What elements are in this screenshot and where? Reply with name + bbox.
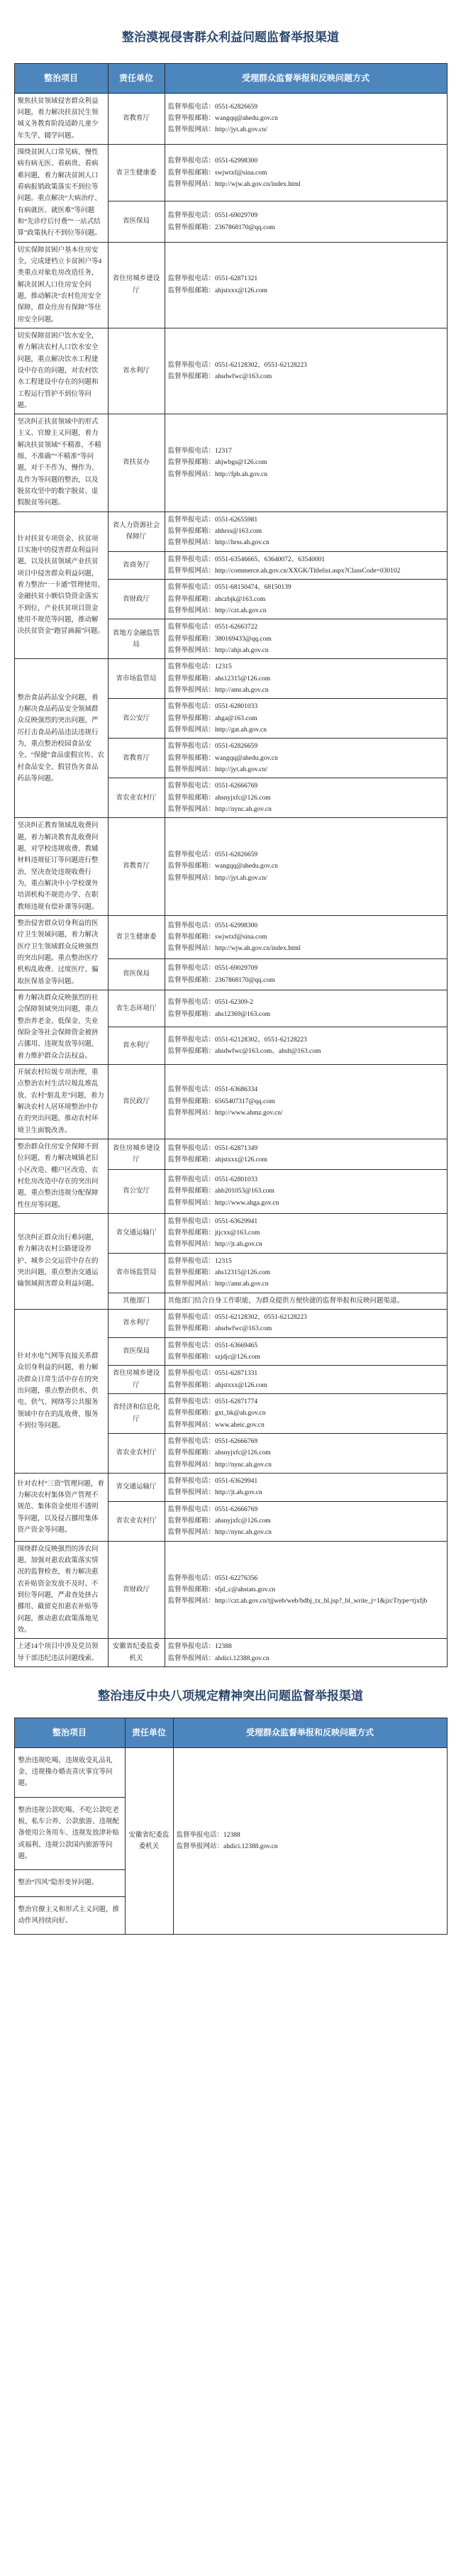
responsible-unit: 省卫生健康委 bbox=[108, 144, 165, 201]
channel-line: 监督举报电话：0551-62871331 bbox=[167, 1370, 258, 1378]
responsible-unit: 省水利厅 bbox=[108, 1027, 165, 1064]
channel-line: 监督举报电话：0551-62309-2 bbox=[167, 999, 253, 1007]
channel-line: 监督举报邮箱：szjdjc@126.com bbox=[167, 1354, 260, 1361]
channel-line: 监督举报邮箱：swjwtxf@sina.com bbox=[167, 169, 267, 177]
channel-line: 监督举报邮箱：6565407317@qq.com bbox=[167, 1098, 275, 1105]
rectification-item: 切实保障贫困户基本住房安全，完成建档立卡贫困户等4类重点对象危房改造任务，解决贫困人口住房安全问题，推动解决“农村危房安全保障，群众住房有保障”等住房安全问题。 bbox=[14, 242, 108, 328]
channel-line: 监督举报电话：0551-62666769 bbox=[167, 1505, 258, 1513]
table-frame-2 bbox=[13, 1718, 448, 1935]
channel-line: 监督举报邮箱：ahsnyjxfc@126.com bbox=[167, 794, 271, 802]
responsible-unit: 省农业农村厅 bbox=[108, 778, 165, 818]
channel-line: 监督举报邮箱：ahs12315@126.com bbox=[167, 675, 271, 682]
report-channels bbox=[165, 1170, 447, 1213]
channel-line: 监督举报网站：http://czt.ah.gov.cn/tjjweb/web/bdbj_tx_bl.jsp?_bl_write_j=1&jzcTtype=tjxfjb bbox=[167, 1598, 428, 1605]
responsible-unit: 省市场监管局 bbox=[108, 659, 165, 699]
channel-line: 监督举报网站：http://jyt.ah.gov.cn/ bbox=[167, 126, 268, 134]
channel-line: 监督举报电话：0551-62871349 bbox=[167, 1144, 258, 1152]
responsible-unit: 省农业农村厅 bbox=[108, 1434, 165, 1474]
channel-line: 其他部门结合自身工作职能，为群众提供方便快捷的监督举报和反映问题渠道。 bbox=[167, 1297, 404, 1305]
responsible-unit: 省生态环境厅 bbox=[108, 990, 165, 1027]
responsible-unit: 省公安厅 bbox=[108, 1170, 165, 1213]
report-channels bbox=[165, 1253, 447, 1293]
report-channels bbox=[165, 1474, 447, 1502]
responsible-unit: 省市场监管局 bbox=[108, 1253, 165, 1293]
rectification-item: 整治群众住房安全保障不到位问题，着力解决城镇老旧小区改造、棚户区改造、农村危房改造中存在的突出问题，重点整治违规分配保障性住房等问题。 bbox=[14, 1139, 108, 1213]
table-frame-1 bbox=[13, 63, 448, 1667]
responsible-unit: 省农业农村厅 bbox=[108, 1501, 165, 1541]
channel-line: 监督举报邮箱：ahjwbgs@126.com bbox=[167, 459, 267, 467]
channel-line: 监督举报电话：12315 bbox=[167, 663, 232, 671]
responsible-unit: 其他部门 bbox=[108, 1293, 165, 1309]
channel-line: 监督举报电话：0551-62655981 bbox=[167, 516, 258, 524]
channel-line: 监督举报网站：http://fpb.ah.gov.cn bbox=[167, 470, 268, 478]
channel-line: 监督举报网站：http://jyt.ah.gov.cn/ bbox=[167, 766, 268, 774]
table-header-row bbox=[14, 64, 447, 94]
rectification-item: 整治“四风”隐形变异问题。 bbox=[14, 1870, 125, 1896]
channel-line: 监督举报电话：0551-62801033 bbox=[167, 1176, 258, 1184]
channel-line: 监督举报邮箱：ahjstxxx@126.com bbox=[167, 1381, 267, 1389]
responsible-unit: 省医保局 bbox=[108, 201, 165, 242]
channel-line: 监督举报邮箱：ahhrss@163.com bbox=[167, 528, 262, 536]
channel-line: 监督举报邮箱：ahsdwfwc@163.com bbox=[167, 1325, 272, 1333]
channel-line: 监督举报网站：http://czt.ah.gov.cn bbox=[167, 607, 267, 615]
channel-line: 监督举报电话：12317 bbox=[167, 447, 232, 455]
rectification-item: 整治官僚主义和形式主义问题，推动作风持续向好。 bbox=[14, 1896, 125, 1935]
report-channels bbox=[165, 659, 447, 699]
channel-line: 监督举报网站：http://commerce.ah.gov.cn/XXGK/Titlelist.aspx?ClassCode=030102 bbox=[167, 568, 401, 575]
channel-line: 监督举报电话：0551-62826659 bbox=[167, 103, 258, 111]
channel-line: 监督举报邮箱：jtjcxx@163.com bbox=[167, 1229, 260, 1237]
responsible-unit: 省住房城乡建设厅 bbox=[108, 1366, 165, 1394]
rectification-item: 整治违规吃喝，违规收受礼品礼金、违规操办婚丧喜庆事宜等问题。 bbox=[14, 1747, 125, 1797]
channel-line: 监督举报邮箱：380169433@qq.com bbox=[167, 635, 272, 643]
report-channels bbox=[165, 242, 447, 328]
channel-line: 监督举报网站：http://amr.ah.gov.cn bbox=[167, 687, 269, 695]
responsible-unit: 省医保局 bbox=[108, 1337, 165, 1366]
report-channels bbox=[165, 1639, 447, 1667]
rectification-item: 针对农村“三资”管理问题，着力解决农村集体资产管理不规范、集体资金使用不透明等问题，以及侵占挪用集体资产资金等问题。 bbox=[14, 1474, 108, 1542]
channel-line: 监督举报电话：0551-62663722 bbox=[167, 624, 258, 631]
responsible-unit: 省财政厅 bbox=[108, 1541, 165, 1639]
report-channels bbox=[165, 1541, 447, 1639]
channel-line: 监督举报邮箱：2367868170@qq.com bbox=[167, 976, 275, 984]
channel-line: 监督举报网站：www.aheic.gov.cn bbox=[167, 1421, 265, 1429]
responsible-unit: 省地方金融监管局 bbox=[108, 619, 165, 659]
header-unit: 责任单位 bbox=[108, 64, 165, 94]
rectification-item: 围绕贫困人口常见病、慢性病有病无医、看病贵、看病难问题，着力解决贫困人口看病报销政策落实不到位等问题。重点解决“大病治疗、有病就医、就医难”等问题和“先诊疗后付费”“一站式结算”政策执行不到位等问题。 bbox=[14, 144, 108, 242]
rectification-item: 坚决纠正群众出行难问题，着力解决农村公路建设养护、城乡公交运营中存在的突出问题，重点整治交通运输领域损害群众利益问题。 bbox=[14, 1213, 108, 1309]
header-item: 整治项目 bbox=[14, 1718, 125, 1747]
responsible-unit: 省财政厅 bbox=[108, 580, 165, 619]
report-channels bbox=[165, 328, 447, 414]
channel-line: 监督举报电话：0551-62666769 bbox=[167, 783, 258, 790]
report-channels bbox=[165, 1064, 447, 1139]
header-way: 受理群众监督举报和反映问题方式 bbox=[173, 1718, 447, 1747]
table-row bbox=[14, 990, 447, 1027]
channel-line: 监督举报电话：0551-62128302、0551-62128223 bbox=[167, 361, 307, 369]
channel-line: 监督举报电话：0551-62801033 bbox=[167, 703, 258, 711]
rectification-item: 着力解决群众反映强烈的社会保障领域突出问题，重点整治养老金、低保金、失业保险金等社会保障资金被挤占挪用、违规发放等问题，着力维护群众合法权益。 bbox=[14, 990, 108, 1064]
channel-line: 监督举报网站：http://gat.ah.gov.cn bbox=[167, 726, 267, 734]
rectification-item: 针对扶贫专项资金、扶贫项目实施中的侵害群众利益问题，以及扶贫领域产业扶贫项目中侵害群众利益问题，着力整治“一卡通”管理使用、金融扶贫小额信贷资金落实不到位，产业扶贫项目资金使用不规范等问题，推动解决扶贫资金“跑冒滴漏”问题。 bbox=[14, 512, 108, 659]
channel-line: 监督举报邮箱：ahsdwfwc@163.com、ahslt@163.com bbox=[167, 1048, 321, 1056]
report-channels bbox=[165, 1027, 447, 1064]
channel-line: 监督举报电话：0551-62666769 bbox=[167, 1438, 258, 1446]
report-channels bbox=[165, 959, 447, 990]
report-channels bbox=[165, 1434, 447, 1474]
report-channels bbox=[165, 778, 447, 818]
rectification-item: 坚决纠正扶贫领域中的形式主义、官僚主义问题，着力解决扶贫领域“不精准、不精细、不准确”“不精准”等问题，对于不作为、慢作为、乱作为等问题的整治，以及脱贫攻坚中的数字脱贫、虚假脱贫等问题。 bbox=[14, 414, 108, 512]
channel-line: 监督举报电话：12315 bbox=[167, 1257, 232, 1265]
channel-line: 监督举报网站：ahdici.12388.gov.cn bbox=[176, 1842, 278, 1850]
rectification-item: 整治食品药品安全问题，着力解决食品药品安全领域群众反映强烈的突出问题，严厉打击食品药品违法违规行为，重点整治校园食品安全、“保健”食品虚假宣传、农村食品安全、假冒伪劣食品药品等问题。 bbox=[14, 659, 108, 818]
channel-line: 监督举报电话：0551-69029709 bbox=[167, 212, 258, 220]
channel-line: 监督举报电话：0551-62871321 bbox=[167, 275, 258, 283]
table-row bbox=[14, 1639, 447, 1667]
responsible-unit: 省住房城乡建设厅 bbox=[108, 242, 165, 328]
responsible-unit: 省水利厅 bbox=[108, 328, 165, 414]
table-row bbox=[14, 1310, 447, 1338]
responsible-unit: 省教育厅 bbox=[108, 739, 165, 778]
rectification-item: 切实保障贫困户饮水安全，着力解决农村人口饮水安全问题，重点解决饮水工程建设中存在的问题，对农村饮水工程建设中存在的问题和工程运行管护不到位等问题。 bbox=[14, 328, 108, 414]
responsible-unit: 省扶贫办 bbox=[108, 414, 165, 512]
responsible-unit: 省商务厅 bbox=[108, 551, 165, 580]
report-channels bbox=[165, 1366, 447, 1394]
report-channels bbox=[165, 915, 447, 958]
channel-line: 监督举报网站：http://wjw.ah.gov.cn/index.html bbox=[167, 945, 301, 953]
channel-line: 监督举报网站：http://jt.ah.gov.cn bbox=[167, 1241, 262, 1249]
channel-line: 监督举报邮箱：wangqq@ahedu.gov.cn bbox=[167, 115, 278, 123]
channel-line: 监督举报电话：0551-69029709 bbox=[167, 965, 258, 973]
table-row bbox=[14, 1064, 447, 1139]
table-row bbox=[14, 1474, 447, 1502]
report-channels bbox=[165, 818, 447, 916]
rectification-item: 整治违规公款吃喝、不吃公款吃老板、私车公养、公款旅游、违规配备使用公务用车、违规发放津补贴或福利、违规公款国内旅游等问题。 bbox=[14, 1797, 125, 1870]
table-row bbox=[14, 1139, 447, 1170]
responsible-unit: 省住房城乡建设厅 bbox=[108, 1139, 165, 1170]
rectification-item: 围绕群众反映强烈的涉农问题，加强对惠农政策落实情况的监督检查，着力解决惠农补贴资金发放不及时、不到位等问题，严肃查处挤占挪用、截留克扣惠农补贴等问题，推动惠农政策落地见效。 bbox=[14, 1541, 108, 1639]
channel-line: 监督举报网站：ahdici.12388.gov.cn bbox=[167, 1654, 270, 1662]
table-row bbox=[14, 1541, 447, 1639]
channel-line: 监督举报网站：http://nync.ah.gov.cn bbox=[167, 1461, 272, 1469]
channel-line: 监督举报电话：0551-62276356 bbox=[167, 1574, 258, 1582]
report-channels bbox=[165, 1139, 447, 1170]
responsible-unit: 省卫生健康委 bbox=[108, 915, 165, 958]
channel-line: 监督举报邮箱：ahga@163.com bbox=[167, 714, 257, 722]
table-row bbox=[14, 93, 447, 144]
channel-line: 监督举报邮箱：ahsnyjxfc@126.com bbox=[167, 1518, 271, 1525]
report-channels bbox=[165, 699, 447, 739]
report-channels bbox=[165, 1394, 447, 1434]
channel-line: 监督举报电话：0551-62826659 bbox=[167, 851, 258, 859]
channel-line: 监督举报邮箱：ahs12369@163.com bbox=[167, 1010, 271, 1018]
channel-line: 监督举报邮箱：sfjd_c@ahstats.gov.cn bbox=[167, 1586, 276, 1593]
report-channels bbox=[165, 551, 447, 580]
channel-line: 监督举报邮箱：ahsdwfwc@163.com bbox=[167, 373, 272, 380]
channel-line: 监督举报网站：http://jyt.ah.gov.cn/ bbox=[167, 874, 268, 882]
responsible-unit: 安徽省纪委监委机关 bbox=[108, 1639, 165, 1667]
channel-line: 监督举报电话：0551-62998300 bbox=[167, 157, 258, 165]
responsible-unit: 省公安厅 bbox=[108, 699, 165, 739]
report-channels bbox=[165, 1310, 447, 1338]
report-channels bbox=[165, 1293, 447, 1309]
channel-line: 监督举报邮箱：ahb201053@163.com bbox=[167, 1188, 274, 1195]
report-channels bbox=[165, 739, 447, 778]
report-channels bbox=[165, 1213, 447, 1253]
table-row bbox=[14, 659, 447, 699]
channel-line: 监督举报网站：http://www.ahmz.gov.cn/ bbox=[167, 1110, 283, 1117]
rectification-item: 开展农村垃圾专项治理，重点整治农村生活垃圾乱堆乱放、农村“脏乱差”问题，着力解决农村人居环境整治中存在的突出问题，推动农村环境卫生面貌改善。 bbox=[14, 1064, 108, 1139]
responsible-unit: 安徽省纪委监委机关 bbox=[125, 1747, 173, 1935]
channel-line: 监督举报电话：0551-62826659 bbox=[167, 743, 258, 751]
table-row bbox=[14, 144, 447, 201]
table-row bbox=[14, 512, 447, 551]
responsible-unit: 省交通运输厅 bbox=[108, 1213, 165, 1253]
rectification-item: 上述14个项目中涉及党员领导干部违纪违法问题线索。 bbox=[14, 1639, 108, 1667]
channel-line: 监督举报邮箱：wangqq@ahedu.gov.cn bbox=[167, 863, 278, 870]
table-row bbox=[14, 1747, 447, 1797]
channel-line: 监督举报网站：http://nync.ah.gov.cn bbox=[167, 806, 272, 813]
table-header-row bbox=[14, 1718, 447, 1747]
channel-line: 监督举报电话：12388 bbox=[167, 1643, 232, 1651]
responsible-unit: 省人力资源社会保障厅 bbox=[108, 512, 165, 551]
channel-line: 监督举报邮箱：ahs12315@126.com bbox=[167, 1269, 271, 1277]
rectification-item: 针对水电气网等直接关系群众切身利益的问题，着力解决群众日常生活中存在的突出问题，重点整治供水、供电、供气、网络等公共服务领域中存在的乱收费、服务不到位等问题。 bbox=[14, 1310, 108, 1474]
channel-line: 监督举报电话：0551-62128302、0551-62128223 bbox=[167, 1036, 307, 1044]
report-channels bbox=[165, 414, 447, 512]
rectification-item: 整治侵害群众切身利益的医疗卫生领域问题，着力解决医疗卫生领域群众反映强烈的突出问题。重点整治医疗机构乱收费、过度医疗、骗取医保基金等问题。 bbox=[14, 915, 108, 990]
report-channels bbox=[165, 1501, 447, 1541]
channel-line: 监督举报邮箱：ahczbjk@163.com bbox=[167, 595, 266, 603]
responsible-unit: 省教育厅 bbox=[108, 93, 165, 144]
channel-line: 监督举报网站：http://ahjr.ah.gov.cn bbox=[167, 647, 269, 655]
responsible-unit: 省经济和信息化厅 bbox=[108, 1394, 165, 1434]
header-item: 整治项目 bbox=[14, 64, 108, 94]
rectification-item: 坚决纠正教育领域乱收费问题，着力解决教育乱收费问题，对学校违规收费、教辅材料违规征订等问题进行整治，坚决查处违规收费行为，重点解决中小学校课外培训机构不规范办学、在职教师违规有偿补课等问题。 bbox=[14, 818, 108, 916]
document-title-1: 整治漠视侵害群众利益问题监督举报渠道 bbox=[122, 31, 339, 44]
channel-line: 监督举报电话：0551-63546665、63640072、63540001 bbox=[167, 555, 326, 563]
report-channels bbox=[165, 512, 447, 551]
channel-line: 监督举报电话：0551-63686334 bbox=[167, 1086, 258, 1094]
channel-line: 监督举报网站：http://nync.ah.gov.cn bbox=[167, 1529, 272, 1537]
channel-line: 监督举报电话：0551-63629941 bbox=[167, 1217, 258, 1225]
report-channels bbox=[165, 93, 447, 144]
table-row bbox=[14, 818, 447, 916]
channel-line: 监督举报电话：0551-68150474、68150139 bbox=[167, 584, 291, 592]
channel-line: 监督举报邮箱：gxt_bk@ah.gov.cn bbox=[167, 1410, 266, 1417]
document-title-2: 整治违反中央八项规定精神突出问题监督举报渠道 bbox=[98, 1688, 363, 1703]
report-channels-table-1 bbox=[14, 63, 448, 1667]
table-row bbox=[14, 242, 447, 328]
channel-line: 监督举报网站：http://hrss.ah.gov.cn bbox=[167, 539, 270, 547]
channel-line: 监督举报电话：0551-62998300 bbox=[167, 922, 258, 929]
table-row bbox=[14, 414, 447, 512]
channel-line: 监督举报网站：http://jt.ah.gov.cn bbox=[167, 1489, 262, 1497]
channel-line: 监督举报邮箱：ahsnyjxfc@126.com bbox=[167, 1449, 271, 1457]
responsible-unit: 省水利厅 bbox=[108, 1310, 165, 1338]
channel-line: 监督举报邮箱：wangqq@ahedu.gov.cn bbox=[167, 754, 278, 762]
channel-line: 监督举报邮箱：2367868170@qq.com bbox=[167, 223, 275, 231]
report-channels bbox=[165, 1337, 447, 1366]
table-row bbox=[14, 915, 447, 958]
table-row bbox=[14, 328, 447, 414]
channel-line: 监督举报电话：12388 bbox=[176, 1831, 240, 1839]
responsible-unit: 省民政厅 bbox=[108, 1064, 165, 1139]
rectification-item: 聚焦扶贫领域侵害群众利益问题，着力解决扶贫民生领域义务教育阶段适龄儿童少年失学、辍学问题。 bbox=[14, 93, 108, 144]
report-channels bbox=[165, 201, 447, 242]
report-channels bbox=[165, 619, 447, 659]
responsible-unit: 省医保局 bbox=[108, 959, 165, 990]
channel-line: 监督举报邮箱：ahjstxxx@126.com bbox=[167, 1156, 267, 1164]
channel-line: 监督举报网站：http://www.ahga.gov.cn bbox=[167, 1199, 279, 1207]
channel-line: 监督举报电话：0551-63629941 bbox=[167, 1478, 258, 1486]
report-channels bbox=[173, 1747, 447, 1935]
report-channels bbox=[165, 990, 447, 1027]
report-channels bbox=[165, 580, 447, 619]
channel-line: 监督举报电话：0551-62128302、0551-62128223 bbox=[167, 1314, 307, 1322]
channel-line: 监督举报网站：http://wjw.ah.gov.cn/index.html bbox=[167, 180, 301, 188]
header-way: 受理群众监督举报和反映问题方式 bbox=[165, 64, 447, 94]
responsible-unit: 省交通运输厅 bbox=[108, 1474, 165, 1502]
header-unit: 责任单位 bbox=[125, 1718, 173, 1747]
report-channels bbox=[165, 144, 447, 201]
channel-line: 监督举报邮箱：ahjstxxx@126.com bbox=[167, 287, 267, 294]
table-row bbox=[14, 1213, 447, 1253]
channel-line: 监督举报电话：0551-62871774 bbox=[167, 1398, 258, 1406]
channel-line: 监督举报电话：0551-63669465 bbox=[167, 1342, 258, 1349]
channel-line: 监督举报邮箱：swjwtxf@sina.com bbox=[167, 934, 267, 941]
channel-line: 监督举报网站：http://amr.ah.gov.cn bbox=[167, 1281, 269, 1288]
responsible-unit: 省教育厅 bbox=[108, 818, 165, 916]
report-channels-table-2 bbox=[14, 1718, 448, 1935]
